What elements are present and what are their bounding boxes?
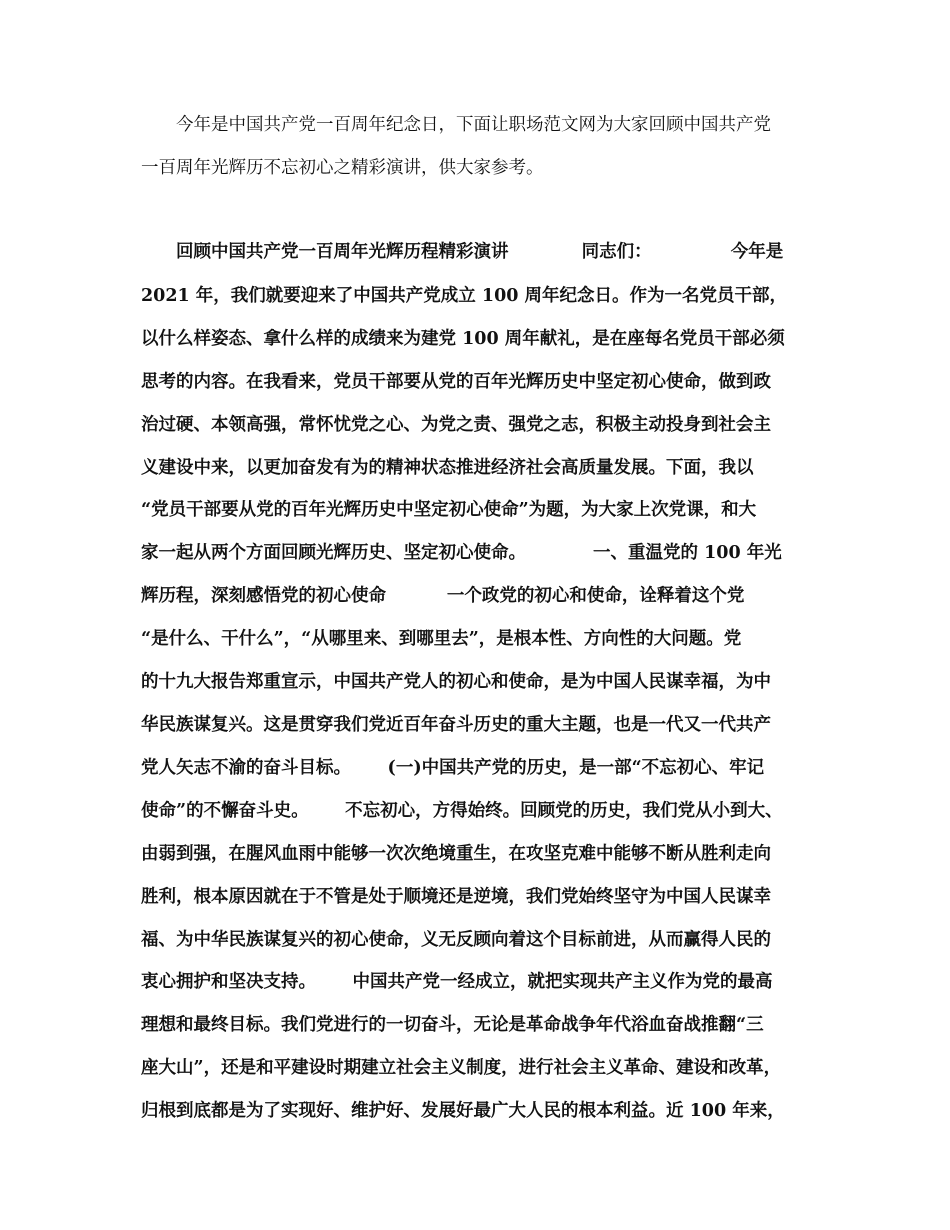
text-line: 党人矢志不渝的奋斗目标。 (一)中国共产党的历史，是一部“不忘初心、牢记 <box>141 758 765 778</box>
text-line: 以什么样姿态、拿什么样的成绩来为建党 100 周年献礼，是在座每名党员干部必须 <box>141 329 785 349</box>
text-line: 由弱到强，在腥风血雨中能够一次次绝境重生，在攻坚克难中能够不断从胜利走向 <box>141 844 771 864</box>
text-line: 福、为中华民族谋复兴的初心使命，义无反顾向着这个目标前进，从而赢得人民的 <box>141 930 771 950</box>
text-line: “是什么、干什么”，“从哪里来、到哪里去”，是根本性、方向性的大问题。党 <box>141 629 742 649</box>
text-line: 胜利，根本原因就在于不管是处于顺境还是逆境，我们党始终坚守为中国人民谋幸 <box>141 887 771 907</box>
text-line: 使命”的不懈奋斗史。 不忘初心，方得始终。回顾党的历史，我们党从小到大、 <box>141 801 783 821</box>
text-line: 华民族谋复兴。这是贯穿我们党近百年奋斗历史的重大主题，也是一代又一代共产 <box>141 715 771 735</box>
text-line: 思考的内容。在我看来，党员干部要从党的百年光辉历史中坚定初心使命，做到政 <box>141 372 771 392</box>
text-line: 的十九大报告郑重宣示，中国共产党人的初心和使命，是为中国人民谋幸福，为中 <box>141 672 771 692</box>
text-line: “党员干部要从党的百年光辉历史中坚定初心使命”为题，为大家上次党课，和大 <box>141 500 757 520</box>
text-line: 辉历程，深刻感悟党的初心使命 一个政党的初心和使命，诠释着这个党 <box>141 586 745 606</box>
text-line: 理想和最终目标。我们党进行的一切奋斗，无论是革命战争年代浴血奋战推翻“三 <box>141 1015 764 1035</box>
text-line: 治过硬、本领高强，常怀忧党之心、为党之责、强党之志，积极主动投身到社会主 <box>141 415 771 435</box>
text-line: 座大山”，还是和平建设时期建立社会主义制度，进行社会主义革命、建设和改革， <box>141 1058 782 1078</box>
text-line: 一百周年光辉历不忘初心之精彩演讲，供大家参考。 <box>141 158 544 178</box>
text-line: 今年是中国共产党一百周年纪念日，下面让职场范文网为大家回顾中国共产党 <box>176 115 771 135</box>
text-line: 家一起从两个方面回顾光辉历史、坚定初心使命。 一、重温党的 100 年光 <box>141 543 782 563</box>
text-line: 义建设中来，以更加奋发有为的精神状态推进经济社会高质量发展。下面，我以 <box>141 458 754 478</box>
text-line: 归根到底都是为了实现好、维护好、发展好最广大人民的根本利益。近 100 年来， <box>141 1101 785 1121</box>
text-line: 回顾中国共产党一百周年光辉历程精彩演讲 同志们： 今年是 <box>176 242 784 262</box>
text-line: 衷心拥护和坚决支持。 中国共产党一经成立，就把实现共产主义作为党的最高 <box>141 972 773 992</box>
text-line: 2021 年，我们就要迎来了中国共产党成立 100 周年纪念日。作为一名党员干部， <box>141 286 788 306</box>
